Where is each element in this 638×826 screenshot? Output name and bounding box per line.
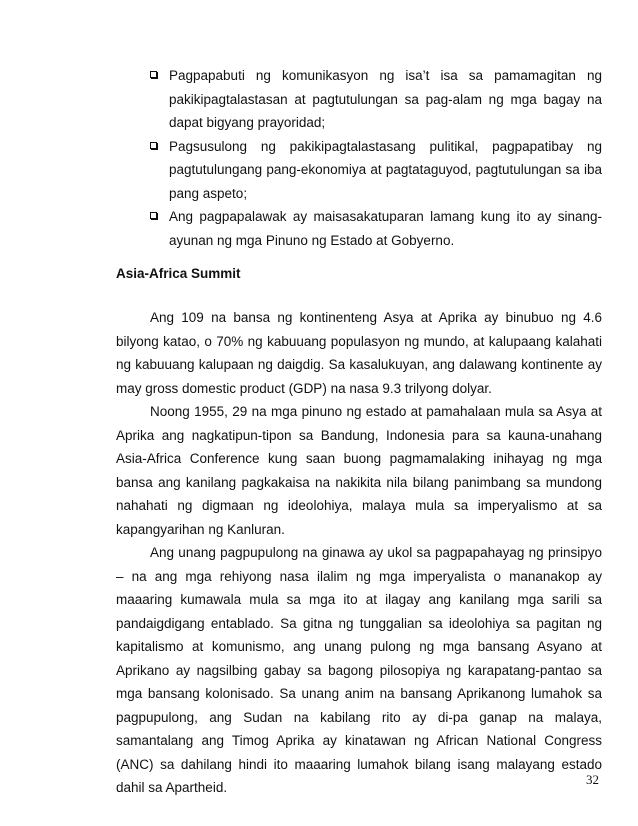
section-heading: Asia-Africa Summit [116, 266, 241, 281]
paragraph: Ang unang pagpupulong na ginawa ay ukol sa pagpapahayag ng prinsipyo – na ang mga rehiyong nasa ilalim ng mga imperyalista o mananakop ay maaaring kumawala mula sa mga ito at ilagay ang kanilang mga sarili sa pandaigdigang entablado. Sa gitna ng tunggalian sa ideolohiya sa pagitan ng kapitalismo at komunismo, ang unang pulong ng mga bansang Asyano at Aprikano ay nagsilbing gabay sa bagong pilosopiya ng karapatang-pantao sa mga bansang kolonisado. Sa unang anim na bansang Aprikanong lumahok sa pagpupulong, ang Sudan na kabilang rito ay di-pa ganap na malaya, samantalang ang Timog Aprika ay kinatawan ng African National Congress (ANC) sa dahilang hindi ito maaaring lumahok bilang isang malayang estado dahil sa Apartheid. [116, 545, 602, 795]
list-item [150, 64, 602, 135]
square-bullet-icon [150, 212, 157, 219]
body-text [116, 306, 602, 800]
bullet-text: Pagpapabuti ng komunikasyon ng isa’t isa sa pamamagitan ng pakikipagtalastasan at pagtutulungan sa pag-alam ng mga bagay na dapat bigyang prayoridad; [169, 68, 602, 130]
paragraph: Ang 109 na bansa ng kontinenteng Asya at Aprika ay binubuo ng 4.6 bilyong katao, o 70% ng kabuuang populasyon ng mundo, at kalupaang kalahati ng kabuuang kalupaan ng daigdig. Sa kasalukuyan, ang dalawang kontinente ay may gross domestic product (GDP) na nasa 9.3 trilyong dolyar. [116, 310, 602, 396]
bullet-text: Ang pagpapalawak ay maisasakatuparan lamang kung ito ay sinang-ayunan ng mga Pinuno ng Estado at Gobyerno. [169, 209, 602, 248]
square-bullet-icon [150, 71, 157, 78]
bullet-text: Pagsusulong ng pakikipagtalastasang pulitikal, pagpapatibay ng pagtutulungang pang-ekonomiya at pagtataguyod, pagtutulungan sa iba pang aspeto; [169, 138, 602, 201]
square-bullet-icon [150, 142, 157, 149]
list-item [150, 205, 602, 252]
list-item [150, 135, 602, 206]
bullet-list [150, 64, 602, 252]
page-number: 32 [586, 772, 599, 787]
paragraph: Noong 1955, 29 na mga pinuno ng estado at pamahalaan mula sa Asya at Aprika ang nagkatipun-tipon sa Bandung, Indonesia para sa kauna-unahang Asia-Africa Conference kung saan buong pagmamalaking inihayag ng mga bansa ang kanilang pagkakaisa na nakikita nila bilang panimbang sa mundong nahahati ng digmaan ng ideolohiya, malaya mula sa imperyalismo at sa kapangyarihan ng Kanluran. [116, 404, 602, 537]
